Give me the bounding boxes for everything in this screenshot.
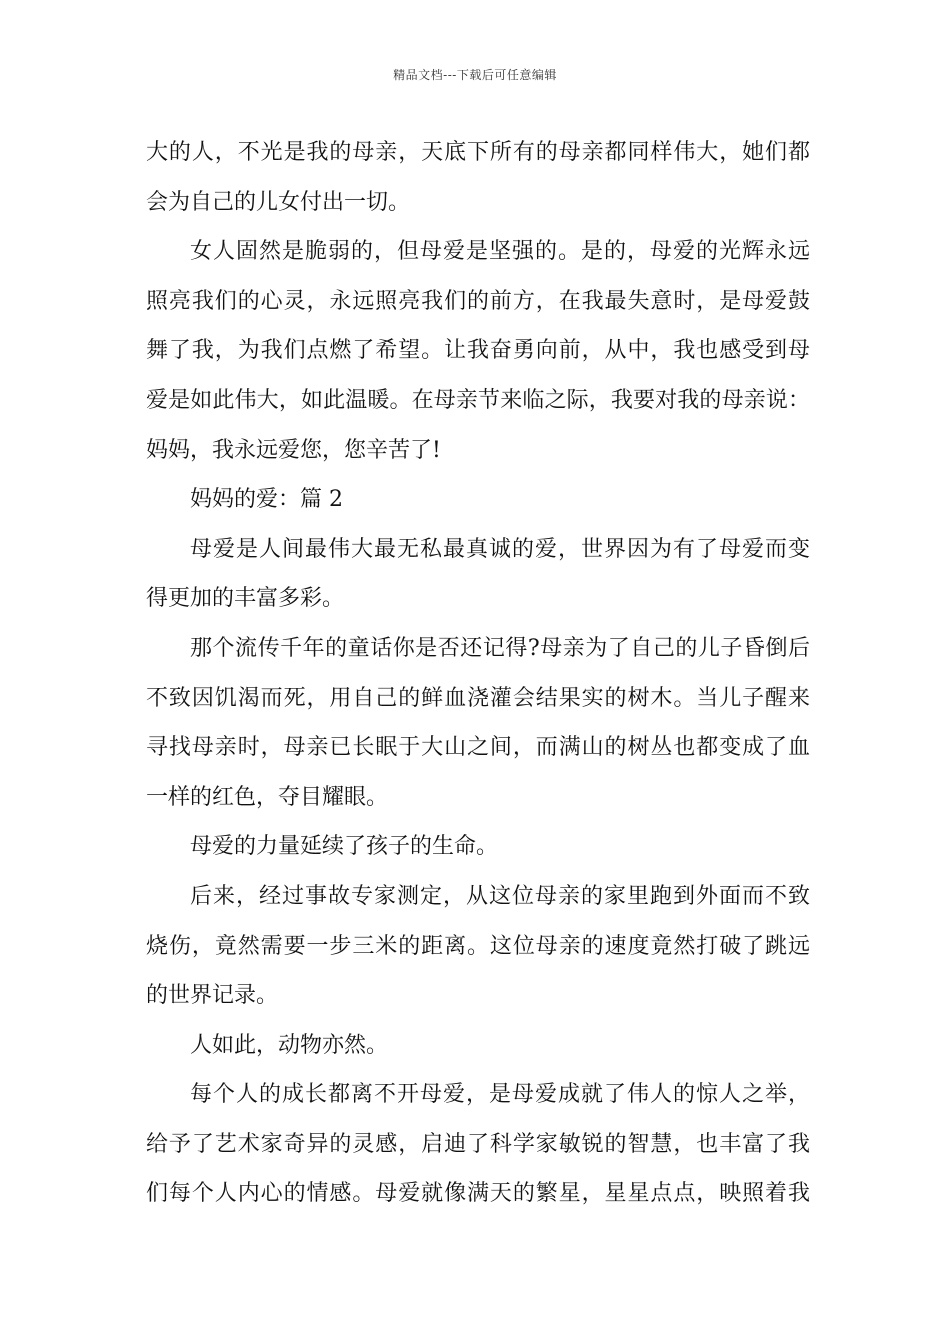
text-line: 妈妈，我永远爱您，您辛苦了! [146,437,441,463]
text-line: 爱是如此伟大，如此温暖。在母亲节来临之际，我要对我的母亲说： [146,387,810,413]
text-line: 烧伤，竟然需要一步三米的距离。这位母亲的速度竟然打破了跳远 [146,933,810,959]
text-line: 一样的红色，夺目耀眼。 [146,784,389,810]
body-text [146,128,810,1219]
text-line: 人如此，动物亦然。 [190,1032,389,1058]
text-line: 的世界记录。 [146,983,279,1009]
text-line: 给予了艺术家奇异的灵感，启迪了科学家敏锐的智慧，也丰富了我 [146,1131,810,1157]
text-line: 得更加的丰富多彩。 [146,586,345,612]
text-line: 不致因饥渴而死，用自己的鲜血浇灌会结果实的树木。当儿子醒来 [146,685,810,711]
text-line: 寻找母亲时，母亲已长眠于大山之间，而满山的树丛也都变成了血 [146,735,810,761]
text-line: 会为自己的儿女付出一切。 [146,189,411,215]
text-line: 女人固然是脆弱的，但母爱是坚强的。是的，母爱的光辉永远 [190,239,810,265]
text-line: 们每个人内心的情感。母爱就像满天的繁星，星星点点，映照着我 [146,1181,810,1207]
text-line: 母爱是人间最伟大最无私最真诚的爱，世界因为有了母爱而变 [190,536,810,562]
text-line: 那个流传千年的童话你是否还记得?母亲为了自己的儿子昏倒后 [190,635,810,661]
text-line: 舞了我，为我们点燃了希望。让我奋勇向前，从中，我也感受到母 [146,338,810,364]
text-line: 后来，经过事故专家测定，从这位母亲的家里跑到外面而不致 [190,883,810,909]
text-line: 妈妈的爱：篇 2 [190,487,343,513]
text-line: 每个人的成长都离不开母爱，是母爱成就了伟人的惊人之举， [190,1082,810,1108]
text-line: 母爱的力量延续了孩子的生命。 [190,834,499,860]
text-line: 大的人，不光是我的母亲，天底下所有的母亲都同样伟大，她们都 [146,140,810,165]
page-header: 精品文档---下载后可任意编辑 [393,68,557,82]
text-line: 照亮我们的心灵，永远照亮我们的前方，在我最失意时，是母爱鼓 [146,288,810,314]
